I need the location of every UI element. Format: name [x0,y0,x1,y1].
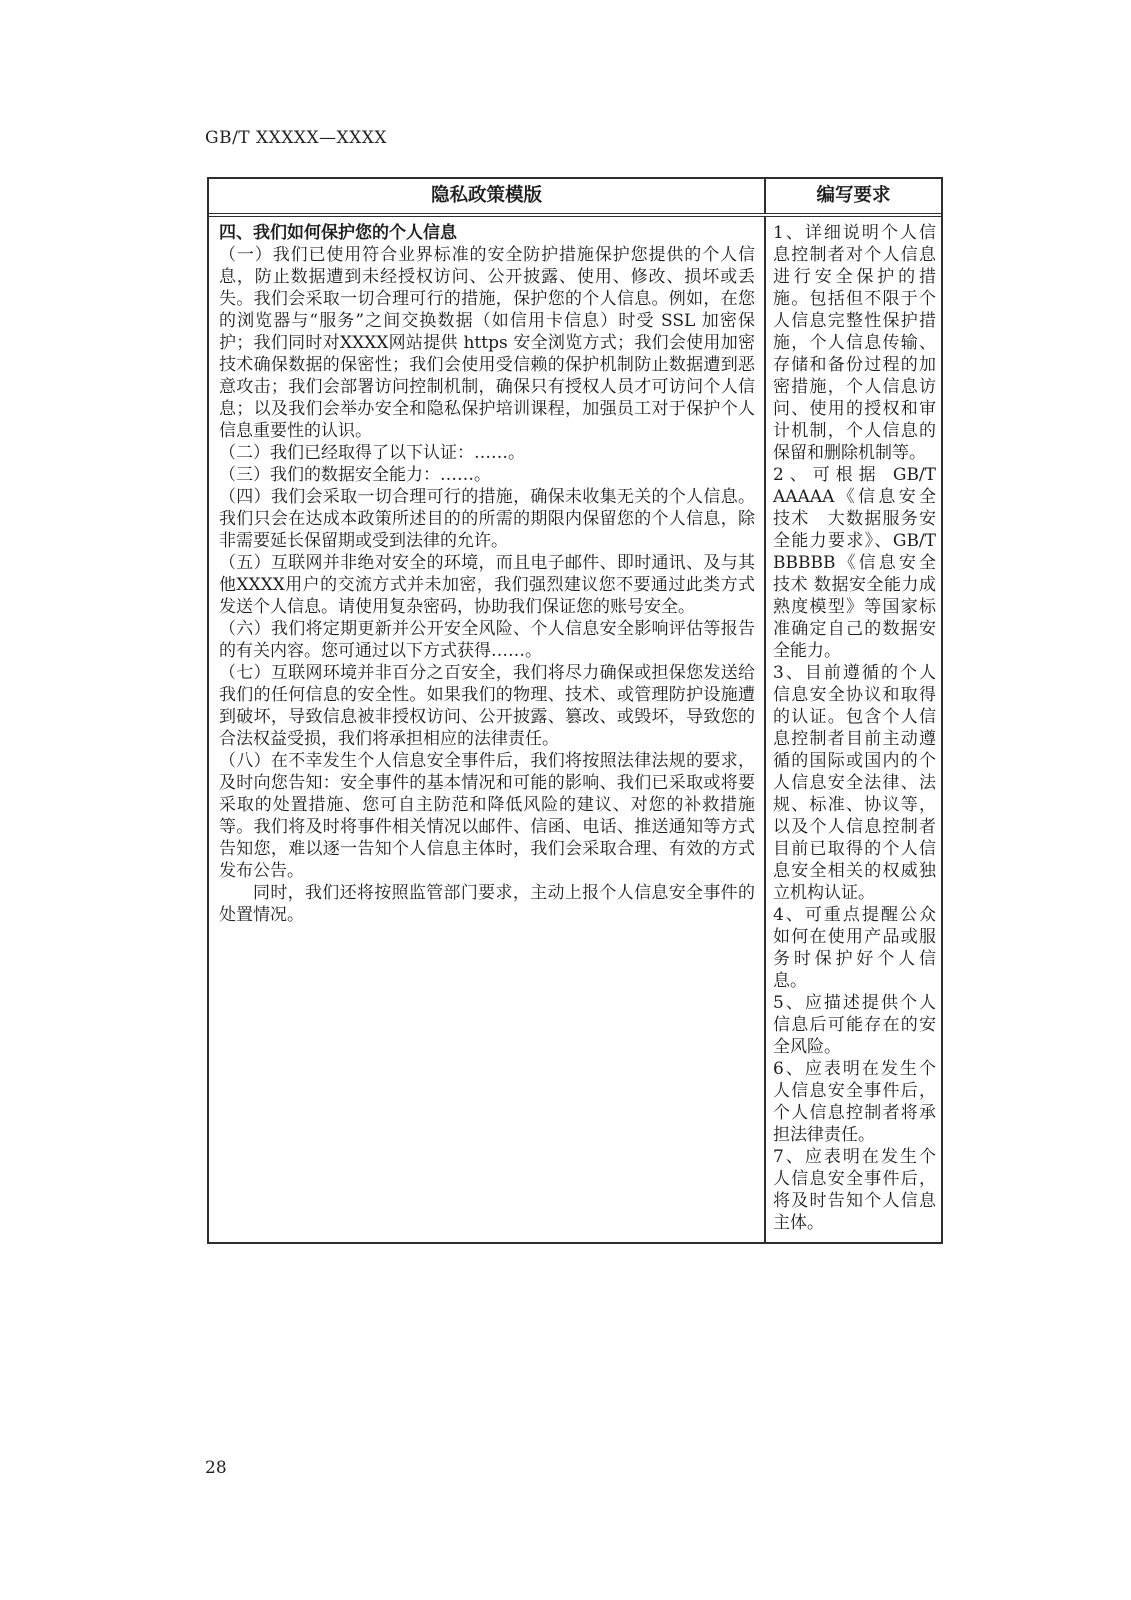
policy-paragraph: （四）我们会采取一切合理可行的措施，确保未收集无关的个人信息。我们只会在达成本政策所述目的的所需的期限内保留您的个人信息，除非需要延长保留期或受到法律的允许。 [219,487,755,551]
requirement-item: 5、应描述提供个人信息后可能存在的安全风险。 [773,993,936,1057]
policy-paragraph: （六）我们将定期更新并公开安全风险、个人信息安全影响评估等报告的有关内容。您可通过以下方式获得……。 [219,619,755,661]
table-header-requirements-column: 编写要求 [816,185,891,206]
section-heading: 四、我们如何保护您的个人信息 [219,223,457,243]
requirement-item: 7、应表明在发生个人信息安全事件后，将及时告知个人信息主体。 [773,1147,936,1233]
policy-paragraph: （八）在不幸发生个人信息安全事件后，我们将按照法律法规的要求，及时向您告知：安全事件的基本情况和可能的影响、我们已采取或将要采取的处置措施、您可自主防范和降低风险的建议、对您的补救措施等。我们将及时将事件相关情况以邮件、信函、电话、推送通知等方式告知您，难以逐一告知个人信息主体时，我们会采取合理、有效的方式发布公告。 [219,751,755,881]
requirement-item: 4、可重点提醒公众如何在使用产品或服务时保护好个人信息。 [773,905,936,991]
requirement-item-list [773,222,936,1234]
table-header-row [209,179,941,217]
policy-paragraph: （五）互联网并非绝对安全的环境，而且电子邮件、即时通讯、及与其他XXXX用户的交流方式并未加密，我们强烈建议您不要通过此类方式发送个人信息。请使用复杂密码，协助我们保证您的账号安全。 [219,553,755,617]
privacy-policy-table [207,177,943,1244]
requirement-item: 2、可根据 GB/T AAAAA《信息安全技术 大数据服务安全能力要求》、GB/T BBBBB《信息安全技术 数据安全能力成熟度模型》等国家标准确定自己的数据安全能力。 [773,465,936,661]
requirements-column-cell [766,217,941,1242]
policy-paragraph: （二）我们已经取得了以下认证：……。 [219,443,525,463]
policy-paragraph: （一）我们已使用符合业界标准的安全防护措施保护您提供的个人信息，防止数据遭到未经授权访问、公开披露、使用、修改、损坏或丢失。我们会采取一切合理可行的措施，保护您的个人信息。例如，在您的浏览器与“服务”之间交换数据（如信用卡信息）时受 SSL 加密保护；我们同时对XXXX网站提供 https 安全浏览方式；我们会使用加密技术确保数据的保密性；我们会使用受信赖的保护机制防止数据遭到恶意攻击；我们会部署访问控制机制，确保只有授权人员才可访问个人信息；以及我们会举办安全和隐私保护培训课程，加强员工对于保护个人信息重要性的认识。 [219,245,755,441]
policy-paragraph: （七）互联网环境并非百分之百安全，我们将尽力确保或担保您发送给我们的任何信息的安全性。如果我们的物理、技术、或管理防护设施遭到破坏，导致信息被非授权访问、公开披露、篡改、或毁坏，导致您的合法权益受损，我们将承担相应的法律责任。 [219,663,755,749]
policy-paragraph-list [219,244,755,926]
policy-paragraph: （三）我们的数据安全能力：……。 [219,465,491,485]
table-header-template-column: 隐私政策模版 [209,179,766,213]
requirement-item: 6、应表明在发生个人信息安全事件后，个人信息控制者将承担法律责任。 [773,1059,936,1145]
requirement-item: 3、目前遵循的个人信息安全协议和取得的认证。包含个人信息控制者目前主动遵循的国际或国内的个人信息安全法律、法规、标准、协议等，以及个人信息控制者目前已取得的个人信息安全相关的权威独立机构认证。 [773,663,936,903]
requirement-item: 1、详细说明个人信息控制者对个人信息进行安全保护的措施。包括但不限于个人信息完整性保护措施，个人信息传输、存储和备份过程的加密措施，个人信息访问、使用的授权和审计机制，个人信息的保留和删除机制等。 [773,223,936,463]
template-column-cell [209,217,766,1242]
policy-paragraph: 同时，我们还将按照监管部门要求，主动上报个人信息安全事件的处置情况。 [219,883,755,925]
page-number: 28 [205,1458,227,1478]
table-body-row [209,217,941,1242]
document-code: GB/T XXXXX—XXXX [205,128,387,148]
